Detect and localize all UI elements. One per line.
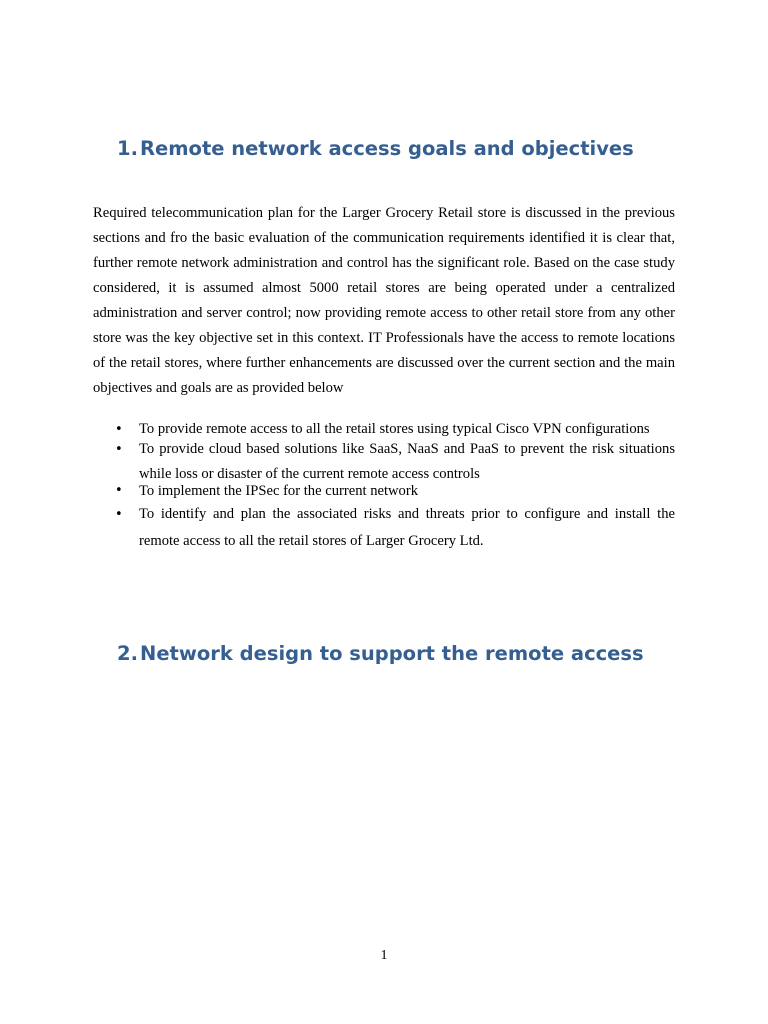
- list-item-text: To provide remote access to all the retail stores using typical Cisco VPN configurations: [139, 421, 650, 437]
- list-item-text: To identify and plan the associated risks and threats prior to configure and install the remote access to all the retail stores of Larger Grocery Ltd.: [139, 506, 675, 549]
- section-title: Network design to support the remote access: [140, 642, 644, 665]
- list-item: [93, 437, 675, 487]
- list-item: [93, 501, 675, 555]
- objectives-list: [93, 417, 675, 555]
- bullet-icon: •: [115, 442, 123, 457]
- page-number: 1: [380, 948, 388, 963]
- list-item-text: To provide cloud based solutions like SaaS, NaaS and PaaS to prevent the risk situations while loss or disaster of the current remote access controls: [139, 441, 675, 482]
- list-item-text: To implement the IPSec for the current network: [139, 483, 419, 499]
- bullet-icon: •: [115, 483, 123, 498]
- section-number: 1.: [117, 137, 138, 160]
- bullet-icon: •: [115, 422, 123, 437]
- section-heading-1: [117, 137, 634, 161]
- section-number: 2.: [117, 642, 138, 665]
- list-item: [93, 481, 675, 501]
- section-heading-2: [117, 642, 644, 666]
- section-title: Remote network access goals and objectives: [140, 137, 634, 160]
- bullet-icon: •: [115, 507, 123, 522]
- body-paragraph: Required telecommunication plan for the Larger Grocery Retail store is discussed in the previous sections and fro the basic evaluation of the communication requirements identified it is clear that, further remote network administration and control has the significant role. Based on the case study considered, it is assumed almost 5000 retail stores are being operated under a centralized administration and server control; now providing remote access to other retail store from any other store was the key objective set in this context. IT Professionals have the access to remote locations of the retail stores, where further enhancements are discussed over the current section and the main objectives and goals are as provided below: [93, 205, 675, 396]
